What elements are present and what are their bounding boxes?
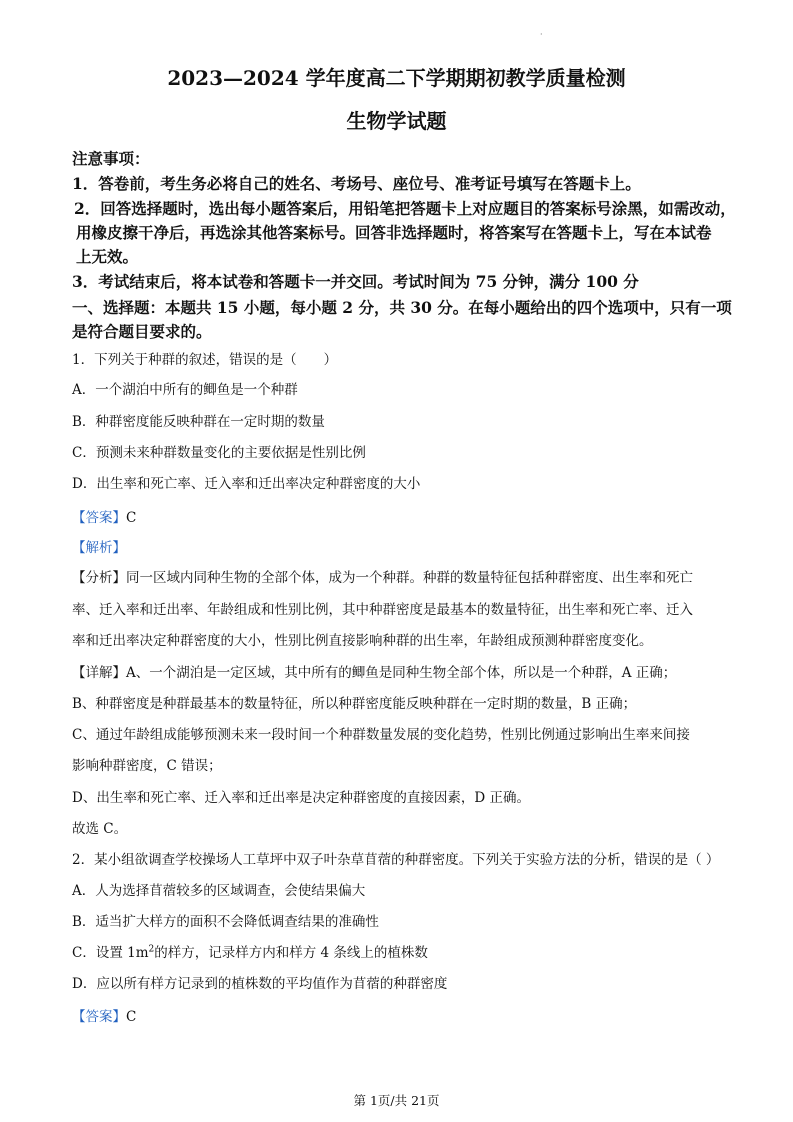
fenxi-tag: 【分析】 xyxy=(72,570,126,586)
section-heading: 一、选择题：本题共 15 小题，每小题 2 分，共 30 分。在每小题给出的四个选项中，只有一项 xyxy=(72,298,732,317)
detail-line xyxy=(72,661,676,681)
analysis-tag: 【解析】 xyxy=(72,540,126,556)
exam-subtitle: 生物学试题 xyxy=(346,109,447,133)
option-d: D．出生率和死亡率、迁入率和迁出率决定种群密度的大小 xyxy=(72,476,421,492)
page-footer: 第 1页/共 21页 xyxy=(353,1093,440,1108)
answer-line xyxy=(72,1005,136,1025)
option-c-post: 的样方，记录样方内和样方 4 条线上的植株数 xyxy=(154,945,428,961)
detail-line: C、通过年龄组成能够预测未来一段时间一个种群数量发展的变化趋势，性别比例通过影响出生率来间接 xyxy=(72,727,690,743)
answer-tag: 【答案】 xyxy=(72,510,126,526)
option-a: A．人为选择苜蓿较多的区域调查，会使结果偏大 xyxy=(72,883,366,899)
detail-line: B、种群密度是种群最基本的数量特征，所以种群密度能反映种群在一定时期的数量，B 正确； xyxy=(72,696,637,712)
notice-item: 1．答卷前，考生务必将自己的姓名、考场号、座位号、准考证号填写在答题卡上。 xyxy=(72,174,641,193)
option-d: D．应以所有样方记录到的植株数的平均值作为苜蓿的种群密度 xyxy=(72,976,448,992)
option-b: B．适当扩大样方的面积不会降低调查结果的准确性 xyxy=(72,914,379,930)
detail-text: A、一个湖泊是一定区域，其中所有的鲫鱼是同种生物全部个体，所以是一个种群，A 正确； xyxy=(126,665,677,681)
notice-item: 3．考试结束后，将本试卷和答题卡一并交回。考试时间为 75 分钟，满分 100 分 xyxy=(72,272,639,291)
option-c xyxy=(72,941,428,961)
notice-item: 上无效。 xyxy=(76,247,139,266)
answer-line xyxy=(72,506,136,526)
fenxi-text: 同一区域内同种生物的全部个体，成为一个种群。种群的数量特征包括种群密度、出生率和死亡 xyxy=(126,570,693,586)
analysis-line: 率和迁出率决定种群密度的大小，性别比例直接影响种群的出生率，年龄组成预测种群密度变化。 xyxy=(72,633,653,649)
option-c-pre: C．设置 1m xyxy=(72,945,149,961)
answer-value: C xyxy=(126,1009,137,1025)
question-stem: 1．下列关于种群的叙述，错误的是（ ） xyxy=(72,352,338,368)
option-b: B．种群密度能反映种群在一定时期的数量 xyxy=(72,414,325,430)
notice-item: 用橡皮擦干净后，再选涂其他答案标号。回答非选择题时，将答案写在答题卡上，写在本试卷 xyxy=(76,223,712,242)
conclusion: 故选 C。 xyxy=(72,821,128,837)
superscript: 2 xyxy=(148,944,155,955)
option-a: A．一个湖泊中所有的鲫鱼是一个种群 xyxy=(72,382,298,398)
detail-line: 影响种群密度，C 错误； xyxy=(72,758,222,774)
detail-line: D、出生率和死亡率、迁入率和迁出率是决定种群密度的直接因素，D 正确。 xyxy=(72,790,530,806)
analysis-line xyxy=(72,566,693,586)
answer-tag: 【答案】 xyxy=(72,1009,126,1025)
notice-heading: 注意事项： xyxy=(72,149,150,168)
section-heading: 是符合题目要求的。 xyxy=(72,322,212,341)
scan-dot: · xyxy=(540,30,543,39)
xiangjie-tag: 【详解】 xyxy=(72,665,126,681)
exam-title: 2023—2024 学年度高二下学期期初教学质量检测 xyxy=(167,66,626,90)
answer-value: C xyxy=(126,510,137,526)
question-stem: 2．某小组欲调查学校操场人工草坪中双子叶杂草苜蓿的种群密度。下列关于实验方法的分析，错误的是（ ） xyxy=(72,852,720,868)
notice-item: 2．回答选择题时，选出每小题答案后，用铅笔把答题卡上对应题目的答案标号涂黑，如需改动， xyxy=(74,199,736,218)
analysis-line: 率、迁入率和迁出率、年龄组成和性别比例，其中种群密度是最基本的数量特征，出生率和死亡率、迁入 xyxy=(72,602,693,618)
option-c: C．预测未来种群数量变化的主要依据是性别比例 xyxy=(72,445,366,461)
